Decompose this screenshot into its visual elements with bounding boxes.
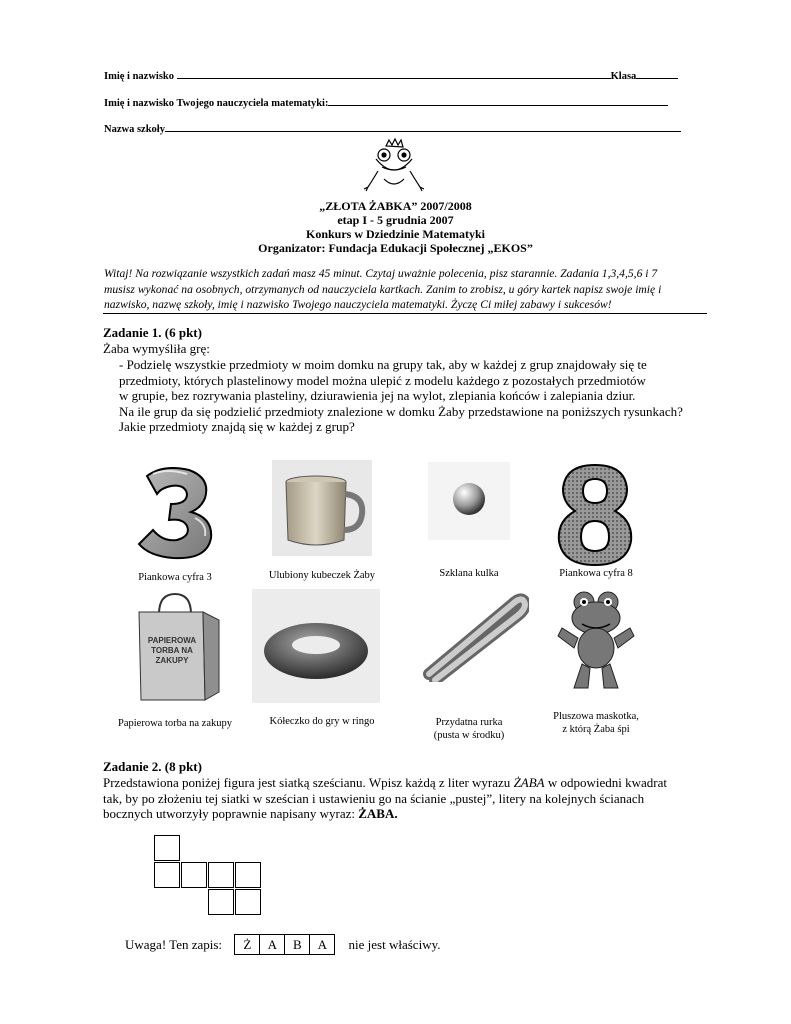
name-line[interactable] xyxy=(177,69,611,79)
net-square-4[interactable] xyxy=(208,862,234,888)
task2-title: Zadanie 2. (8 pkt) xyxy=(103,759,202,774)
intro-line-1: Witaj! Na rozwiązanie wszystkich zadań masz 45 minut. Czytaj uważnie polecenia, pisz starannie. Zadania 1,3,4,5,6 i 7 xyxy=(104,267,658,280)
intro-line-3: nazwisko, nazwę szkoły, imię i nazwisko Twojego nauczyciela matematyki. Życzę Ci miłej zabawy i sukcesów! xyxy=(104,298,612,311)
bag-print: PAPIEROWA TORBA NA ZAKUPY xyxy=(147,636,197,665)
net-square-1[interactable] xyxy=(154,835,180,861)
title-line-3: Konkurs w Dziedzinie Matematyki xyxy=(306,227,485,241)
intro-text xyxy=(104,266,707,313)
caption-ring: Kółeczko do gry w ringo xyxy=(269,716,375,727)
wrong-box-2: A xyxy=(259,934,285,955)
task2-note xyxy=(125,934,441,955)
caption-plush-frog xyxy=(531,710,661,736)
task1-question-1: Na ile grup da się podzielić przedmioty znalezione w domku Żaby przedstawione na poniższych rysunkach? xyxy=(119,403,683,419)
net-square-7[interactable] xyxy=(235,889,261,915)
caption-plush-line-1: Pluszowa maskotka, xyxy=(553,711,639,722)
title-line-4: Organizator: Fundacja Edukacji Społecznej „EKOS” xyxy=(258,241,533,255)
title-line-2: etap I - 5 grudnia 2007 xyxy=(337,213,454,227)
contest-title xyxy=(0,199,791,255)
net-square-6[interactable] xyxy=(208,889,234,915)
task1-title: Zadanie 1. (6 pkt) xyxy=(103,325,202,340)
paper-bag-image xyxy=(135,592,221,702)
caption-mug: Ulubiony kubeczek Żaby xyxy=(268,570,376,581)
caption-paper-bag: Papierowa torba na zakupy xyxy=(118,718,232,729)
title-line-1: „ZŁOTA ŻABKA” 2007/2008 xyxy=(319,199,472,213)
task1-quote-2: przedmioty, których plastelinowy model można ulepić z modelu każdego z pozostałych przedmiotów xyxy=(119,372,646,388)
digit-three-image xyxy=(133,462,217,562)
cube-net xyxy=(154,835,274,919)
class-label: Klasa xyxy=(610,71,637,82)
net-square-5[interactable] xyxy=(235,862,261,888)
mug-image xyxy=(272,460,372,556)
name-field-row xyxy=(104,69,678,82)
intro-divider xyxy=(103,313,707,314)
school-line[interactable] xyxy=(165,122,681,132)
caption-glass-ball: Szklana kulka xyxy=(439,568,499,579)
task2-line-1: Przedstawiona poniżej figura jest siatką sześcianu. Wpisz każdą z liter wyrazu ŻABA w odpowiedni kwadrat xyxy=(103,775,668,790)
digit-eight-image xyxy=(555,463,635,567)
intro-line-2: musisz wykonać na osobnych, otrzymanych od nauczyciela kartkach. Zanim to zrobisz, u góry kartek napisz swoje imię i xyxy=(104,282,662,296)
net-square-3[interactable] xyxy=(181,862,207,888)
wrong-box-1: Ż xyxy=(234,934,260,955)
caption-digit-eight: Piankowa cyfra 8 xyxy=(559,568,633,579)
school-field-row xyxy=(104,122,681,135)
school-label: Nazwa szkoły xyxy=(104,124,165,135)
task1-quote-3: w grupie, bez rozrywania plasteliny, dziurawienia jej na wylot, zlepiania końców i zalepiania dziur. xyxy=(119,388,636,403)
task2-line-2: tak, by po złożeniu tej siatki w sześcian i ustawieniu go na ścianie „pustej”, litery na kolejnych ścianach xyxy=(103,790,645,806)
net-square-2[interactable] xyxy=(154,862,180,888)
task1-quote-1: - Podzielę wszystkie przedmioty w moim domku na grupy tak, aby w każdej z grup znajdowały się te xyxy=(119,357,647,372)
wrong-box-4: A xyxy=(309,934,335,955)
task1-question-2: Jakie przedmioty znajdą się w każdej z grup? xyxy=(119,419,355,434)
task1-intro: Żaba wymyśliła grę: xyxy=(103,341,210,356)
tube-image xyxy=(421,590,529,682)
glass-ball-image xyxy=(428,462,510,540)
teacher-line[interactable] xyxy=(328,96,668,106)
teacher-label: Imię i nazwisko Twojego nauczyciela matematyki: xyxy=(104,98,329,109)
ring-image xyxy=(252,589,380,703)
wrong-example-boxes xyxy=(235,934,335,955)
class-line[interactable] xyxy=(636,69,678,79)
note-prefix: Uwaga! Ten zapis: xyxy=(125,937,223,952)
caption-plush-line-2: z którą Żaba śpi xyxy=(562,724,630,735)
caption-tube xyxy=(410,716,528,742)
caption-tube-line-2: (pusta w środku) xyxy=(433,730,505,741)
name-label: Imię i nazwisko xyxy=(104,71,175,82)
frog-logo-icon xyxy=(362,137,424,193)
note-suffix: nie jest właściwy. xyxy=(348,937,441,952)
caption-tube-line-1: Przydatna rurka xyxy=(435,717,503,728)
task2-text xyxy=(103,775,707,822)
wrong-box-3: B xyxy=(284,934,310,955)
caption-digit-three: Piankowa cyfra 3 xyxy=(138,572,212,583)
task1-quote xyxy=(119,357,709,435)
plush-frog-image xyxy=(556,588,636,692)
task2-line-3: bocznych utworzyły poprawnie napisany wyraz: ŻABA. xyxy=(103,806,398,821)
teacher-field-row xyxy=(104,96,668,109)
